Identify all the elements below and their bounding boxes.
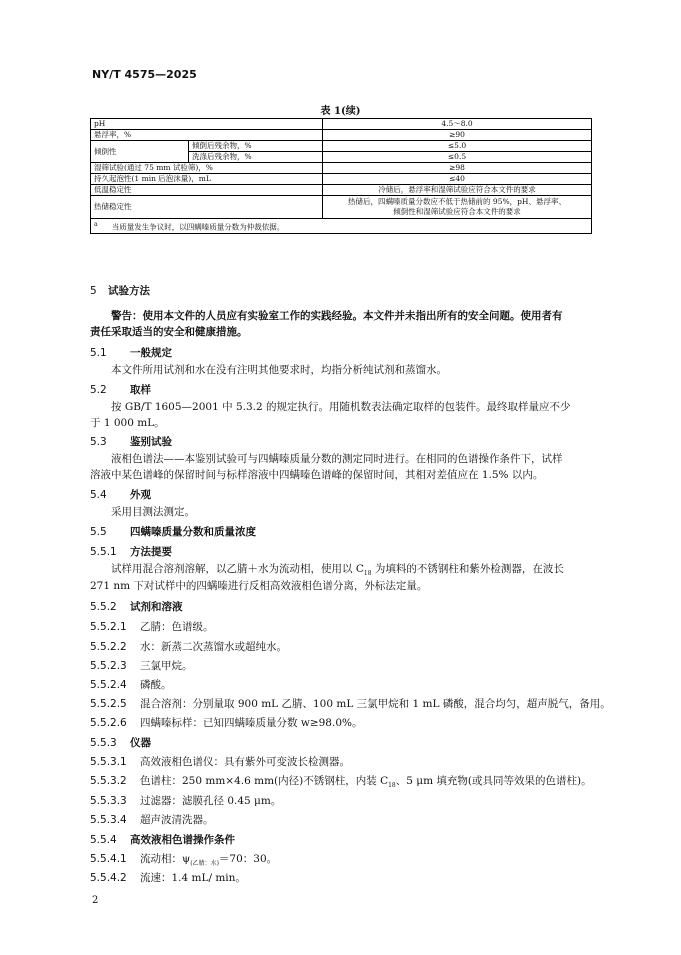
- table-row: [91, 163, 592, 174]
- list-item: 5.5.4.1 流动相：$\psi_{(乙腈:水)}=70$：30。: [90, 853, 278, 868]
- table-cell-item: 倾倒性: [91, 141, 189, 163]
- list-item: 5.5.3.3 过滤器：滤膜孔径 0.45 μm。: [90, 795, 282, 807]
- table-cell-subitem: 倾倒后残余物，%: [189, 141, 323, 152]
- table-caption: 表 1(续): [320, 106, 361, 117]
- paragraph: 试样用混合溶剂溶解，以乙腈＋水为流动相，使用以 $C_{18}$ 为填料的不锈钢柱和紫外检测器，在波长: [111, 563, 564, 578]
- list-item: 5.5.2.1 乙腈：色谱级。: [90, 621, 214, 633]
- table-cell-value: [323, 196, 592, 219]
- list-item: 5.5.4.2 流速：1.4 mL/ min。: [90, 872, 246, 884]
- list-item: 5.5.2.4 磷酸。: [90, 679, 172, 691]
- document-code-header: NY/T 4575—2025: [92, 68, 197, 81]
- table-cell-value: ≥90: [323, 130, 592, 141]
- table-cell-value: ≤0.5: [323, 152, 592, 163]
- value-line-1: 热储后，四螨嗪质量分数应不低于热储前的 95%，pH、悬浮率、: [348, 197, 566, 206]
- table-cell-value: 冷储后，悬浮率和湿筛试验应符合本文件的要求: [323, 185, 592, 196]
- list-item: 5.5.3.1 高效液相色谱仪：具有紫外可变波长检测器。: [90, 756, 350, 768]
- list-item: 5.5.3.2 色谱柱：250 mm×4.6 mm(内径)不锈钢柱，内装 $C_{18}$、5 μm 填充物(或具同等效果的色谱柱)。: [90, 775, 592, 790]
- table-row: [91, 174, 592, 185]
- section-heading: 5.2 取样: [90, 384, 151, 396]
- table-footnote: 当质量发生争议时，以四螨嗪质量分数为仲裁依据。: [111, 222, 285, 232]
- table-cell-value: 4.5～8.0: [323, 119, 592, 130]
- paragraph: 液相色谱法——本鉴别试验可与四螨嗪质量分数的测定同时进行。在相同的色谱操作条件下，试样: [111, 453, 563, 465]
- table-cell-value: ≥98: [323, 163, 592, 174]
- list-item: 5.5.2.5 混合溶剂：分别量取 900 mL 乙腈、100 mL 三氯甲烷和 1 mL 磷酸，混合均匀，超声脱气，备用。: [90, 698, 611, 710]
- section-heading: 5 试验方法: [90, 285, 150, 297]
- section-heading: 5.5.2 试剂和溶液: [90, 601, 183, 613]
- table-cell-value: ≤5.0: [323, 141, 592, 152]
- table-cell-item: 热储稳定性: [91, 196, 323, 219]
- table-row: [91, 185, 592, 196]
- section-heading: 5.5.3 仪器: [90, 737, 151, 749]
- table-footnote-row: [91, 219, 592, 234]
- list-item: 5.5.3.4 超声波清洗器。: [90, 814, 214, 826]
- section-heading: 5.5.4 高效液相色谱操作条件: [90, 834, 235, 846]
- table-cell-item: 低温稳定性: [91, 185, 323, 196]
- table-cell-item: 湿筛试验(通过 75 mm 试验筛)，%: [91, 163, 323, 174]
- list-item: 5.5.2.3 三氯甲烷。: [90, 660, 193, 672]
- paragraph: 本文件所用试剂和水在没有注明其他要求时，均指分析纯试剂和蒸馏水。: [111, 364, 447, 376]
- specification-table: [90, 118, 592, 234]
- list-item: 5.5.2.2 水：新蒸二次蒸馏水或超纯水。: [90, 641, 287, 653]
- table-row: [91, 141, 592, 152]
- table-cell-item: 持久起泡性(1 min 后泡沫量)，mL: [91, 174, 323, 185]
- paragraph: 按 GB/T 1605—2001 中 5.3.2 的规定执行。用随机数表法确定取样的包装件。最终取样量应不少: [111, 401, 571, 413]
- table-cell-item: pH: [91, 119, 323, 130]
- table-row: [91, 130, 592, 141]
- warning-paragraph-cont: 责任采取适当的安全和健康措施。: [90, 326, 248, 338]
- list-item: 5.5.2.6 四螨嗪标样：已知四螨嗪质量分数 w≥98.0%。: [90, 717, 363, 729]
- table-cell-value: ≤40: [323, 174, 592, 185]
- paragraph-cont: 溶液中某色谱峰的保留时间与标样溶液中四螨嗪色谱峰的保留时间，其相对差值应在 1.5% 以内。: [90, 469, 544, 481]
- paragraph-cont: 271 nm 下对试样中的四螨嗪进行反相高效液相色谱分离，外标法定量。: [90, 580, 428, 592]
- page-number: 2: [92, 895, 99, 906]
- section-heading: 5.5.1 方法提要: [90, 546, 172, 558]
- section-heading: 5.4 外观: [90, 489, 151, 501]
- paragraph-cont: 于 1 000 mL。: [90, 417, 165, 429]
- value-line-2: 倾倒性和湿筛试验应符合本文件的要求: [393, 207, 521, 216]
- table-cell-item: 悬浮率，%: [91, 130, 323, 141]
- section-heading: 5.3 鉴别试验: [90, 436, 172, 448]
- section-heading: 5.5 四螨嗪质量分数和质量浓度: [90, 526, 256, 538]
- footnote-mark: a: [94, 220, 98, 228]
- warning-paragraph: 警告：使用本文件的人员应有实验室工作的实践经验。本文件并未指出所有的安全问题。使用者有: [111, 310, 563, 322]
- section-heading: 5.1 一般规定: [90, 347, 172, 359]
- paragraph: 采用目测法测定。: [111, 506, 195, 518]
- table-cell-subitem: 洗涤后残余物，%: [189, 152, 323, 163]
- table-row: [91, 119, 592, 130]
- table-row: [91, 196, 592, 219]
